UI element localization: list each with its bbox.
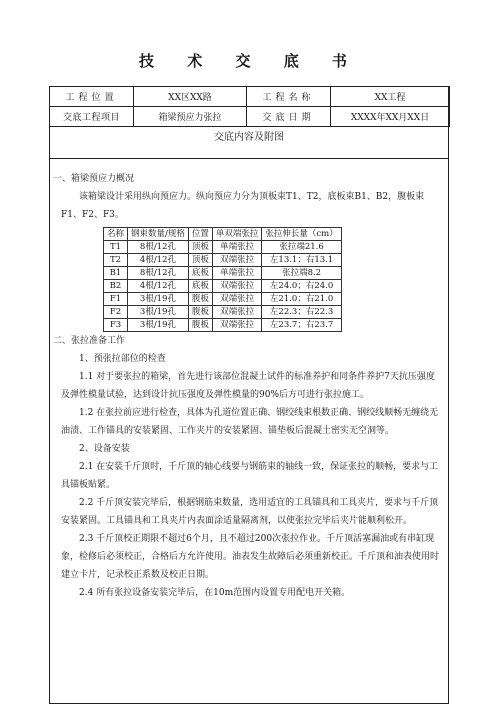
table-cell: 顶板: [188, 241, 212, 254]
table-cell: 双端张拉: [212, 254, 262, 267]
table-cell: 张拉端8.2: [262, 267, 341, 280]
paragraph-2-3: 2.3 千斤顶校正期限不超过6个月，且不超过200次张拉作业。千斤顶活塞漏油或有串缸现象，检修后必须校正，合格后方允许使用。油表发生故障后必须重新校正。千斤顶和油表使用时建立卡片，记录校正系数及校正日期。: [61, 534, 440, 580]
table-cell: 腹板: [188, 319, 212, 332]
tendon-table-wrap: [103, 227, 443, 332]
table-header-cell: 名称: [104, 228, 128, 241]
table-cell: 单端张拉: [212, 241, 262, 254]
table-cell: 腹板: [188, 293, 212, 306]
content-body: [53, 170, 443, 602]
table-cell: 左24.0；右24.0: [262, 280, 341, 293]
item-value: 箱梁预应力张拉: [134, 107, 247, 127]
table-cell: F2: [104, 306, 128, 319]
table-cell: T2: [104, 254, 128, 267]
table-cell: 底板: [188, 267, 212, 280]
table-cell: 底板: [188, 280, 212, 293]
paragraph-2-2: 2.2 千斤顶安装完毕后，根据钢筋束数量，选用适宜的工具锚具和工具夹片，要求与千斤顶安装紧固。工具锚具和工具夹片内表面涂适量隔离剂，以使张拉完毕后夹片能顺利松开。: [61, 498, 439, 526]
table-row: [104, 280, 342, 293]
table-row: [104, 293, 342, 306]
table-cell: 左22.3；右22.3: [262, 306, 341, 319]
date-value: XXXX年XX月XX日: [331, 107, 450, 127]
subheading-equipment: 2、设备安装: [79, 444, 130, 454]
paragraph-1-2: 1.2 在张拉前应进行检查，具体为孔道位置正确、钢绞线束根数正确、钢绞线顺畅无缠绕无油渍、工作锚具的安装紧固、工作夹片的安装紧固、锚垫板后混凝土密实无空洞等。: [61, 408, 439, 436]
tendon-table: [103, 227, 342, 332]
project-name-label: 工程名称: [247, 87, 331, 107]
page-title: 技 术 交 底 书: [139, 52, 361, 70]
table-cell: F1: [104, 293, 128, 306]
location-value: XX区XX路: [134, 87, 247, 107]
table-row: [104, 267, 342, 280]
table-cell: F3: [104, 319, 128, 332]
paragraph-2-4: 2.4 所有张拉设备安装完毕后，在10m范围内设置专用配电开关箱。: [79, 588, 351, 598]
table-row: [104, 241, 342, 254]
table-cell: 左13.1；右13.1: [262, 254, 341, 267]
table-row: [104, 254, 342, 267]
header-table: [49, 86, 450, 127]
header-row: [50, 87, 450, 107]
table-header-cell: 张拉伸长量（cm）: [262, 228, 341, 241]
table-cell: T1: [104, 241, 128, 254]
table-cell: 4根/12孔: [128, 254, 189, 267]
table-cell: 8根/12孔: [128, 241, 189, 254]
table-row: [104, 306, 342, 319]
table-header-cell: 位置: [188, 228, 212, 241]
item-label: 交底工程项目: [50, 107, 134, 127]
table-cell: 4根/12孔: [128, 280, 189, 293]
table-cell: 左23.7；右23.7: [262, 319, 341, 332]
table-cell: 双端张拉: [212, 293, 262, 306]
table-cell: 3根/19孔: [128, 306, 189, 319]
table-cell: 左21.0；右21.0: [262, 293, 341, 306]
table-cell: 双端张拉: [212, 319, 262, 332]
table-cell: B2: [104, 280, 128, 293]
table-cell: B1: [104, 267, 128, 280]
subheading-inspection: 1、预张拉部位的检查: [79, 354, 166, 364]
table-header-cell: 钢束数量/规格: [128, 228, 189, 241]
table-header-cell: 单双端张拉: [212, 228, 262, 241]
date-label: 交底日期: [247, 107, 331, 127]
project-name-value: XX工程: [331, 87, 450, 107]
table-cell: 顶板: [188, 254, 212, 267]
table-cell: 双端张拉: [212, 306, 262, 319]
table-cell: 单端张拉: [212, 267, 262, 280]
paragraph-1-1: 1.1 对于要张拉的箱梁，首先进行该部位混凝土试件的标准养护和同条件养护7天抗压强度及弹性模量试验，达到设计抗压强度及弹性模量的90%后方可进行张拉施工。: [61, 372, 435, 400]
paragraph-2-1: 2.1 在安装千斤顶时，千斤顶的轴心线要与钢筋束的轴线一致，保证张拉的顺畅，要求与工具锚板贴紧。: [61, 462, 439, 490]
table-row: [104, 319, 342, 332]
table-cell: 张拉端21.6: [262, 241, 341, 254]
paragraph-overview: 该箱梁设计采用纵向预应力。纵向预应力分为顶板束T1、T2，底板束B1、B2，腹板束F1、F2、F3。: [61, 192, 425, 220]
table-cell: 3根/19孔: [128, 319, 189, 332]
table-cell: 腹板: [188, 306, 212, 319]
location-label: 工程位置: [50, 87, 134, 107]
section-title: 交底内容及附图: [49, 124, 449, 159]
table-cell: 8根/12孔: [128, 267, 189, 280]
table-cell: 3根/19孔: [128, 293, 189, 306]
table-header-row: [104, 228, 342, 241]
table-cell: 双端张拉: [212, 280, 262, 293]
heading-preparation: 二、张拉准备工作: [53, 336, 126, 346]
heading-overview: 一、箱梁预应力概况: [53, 174, 135, 184]
